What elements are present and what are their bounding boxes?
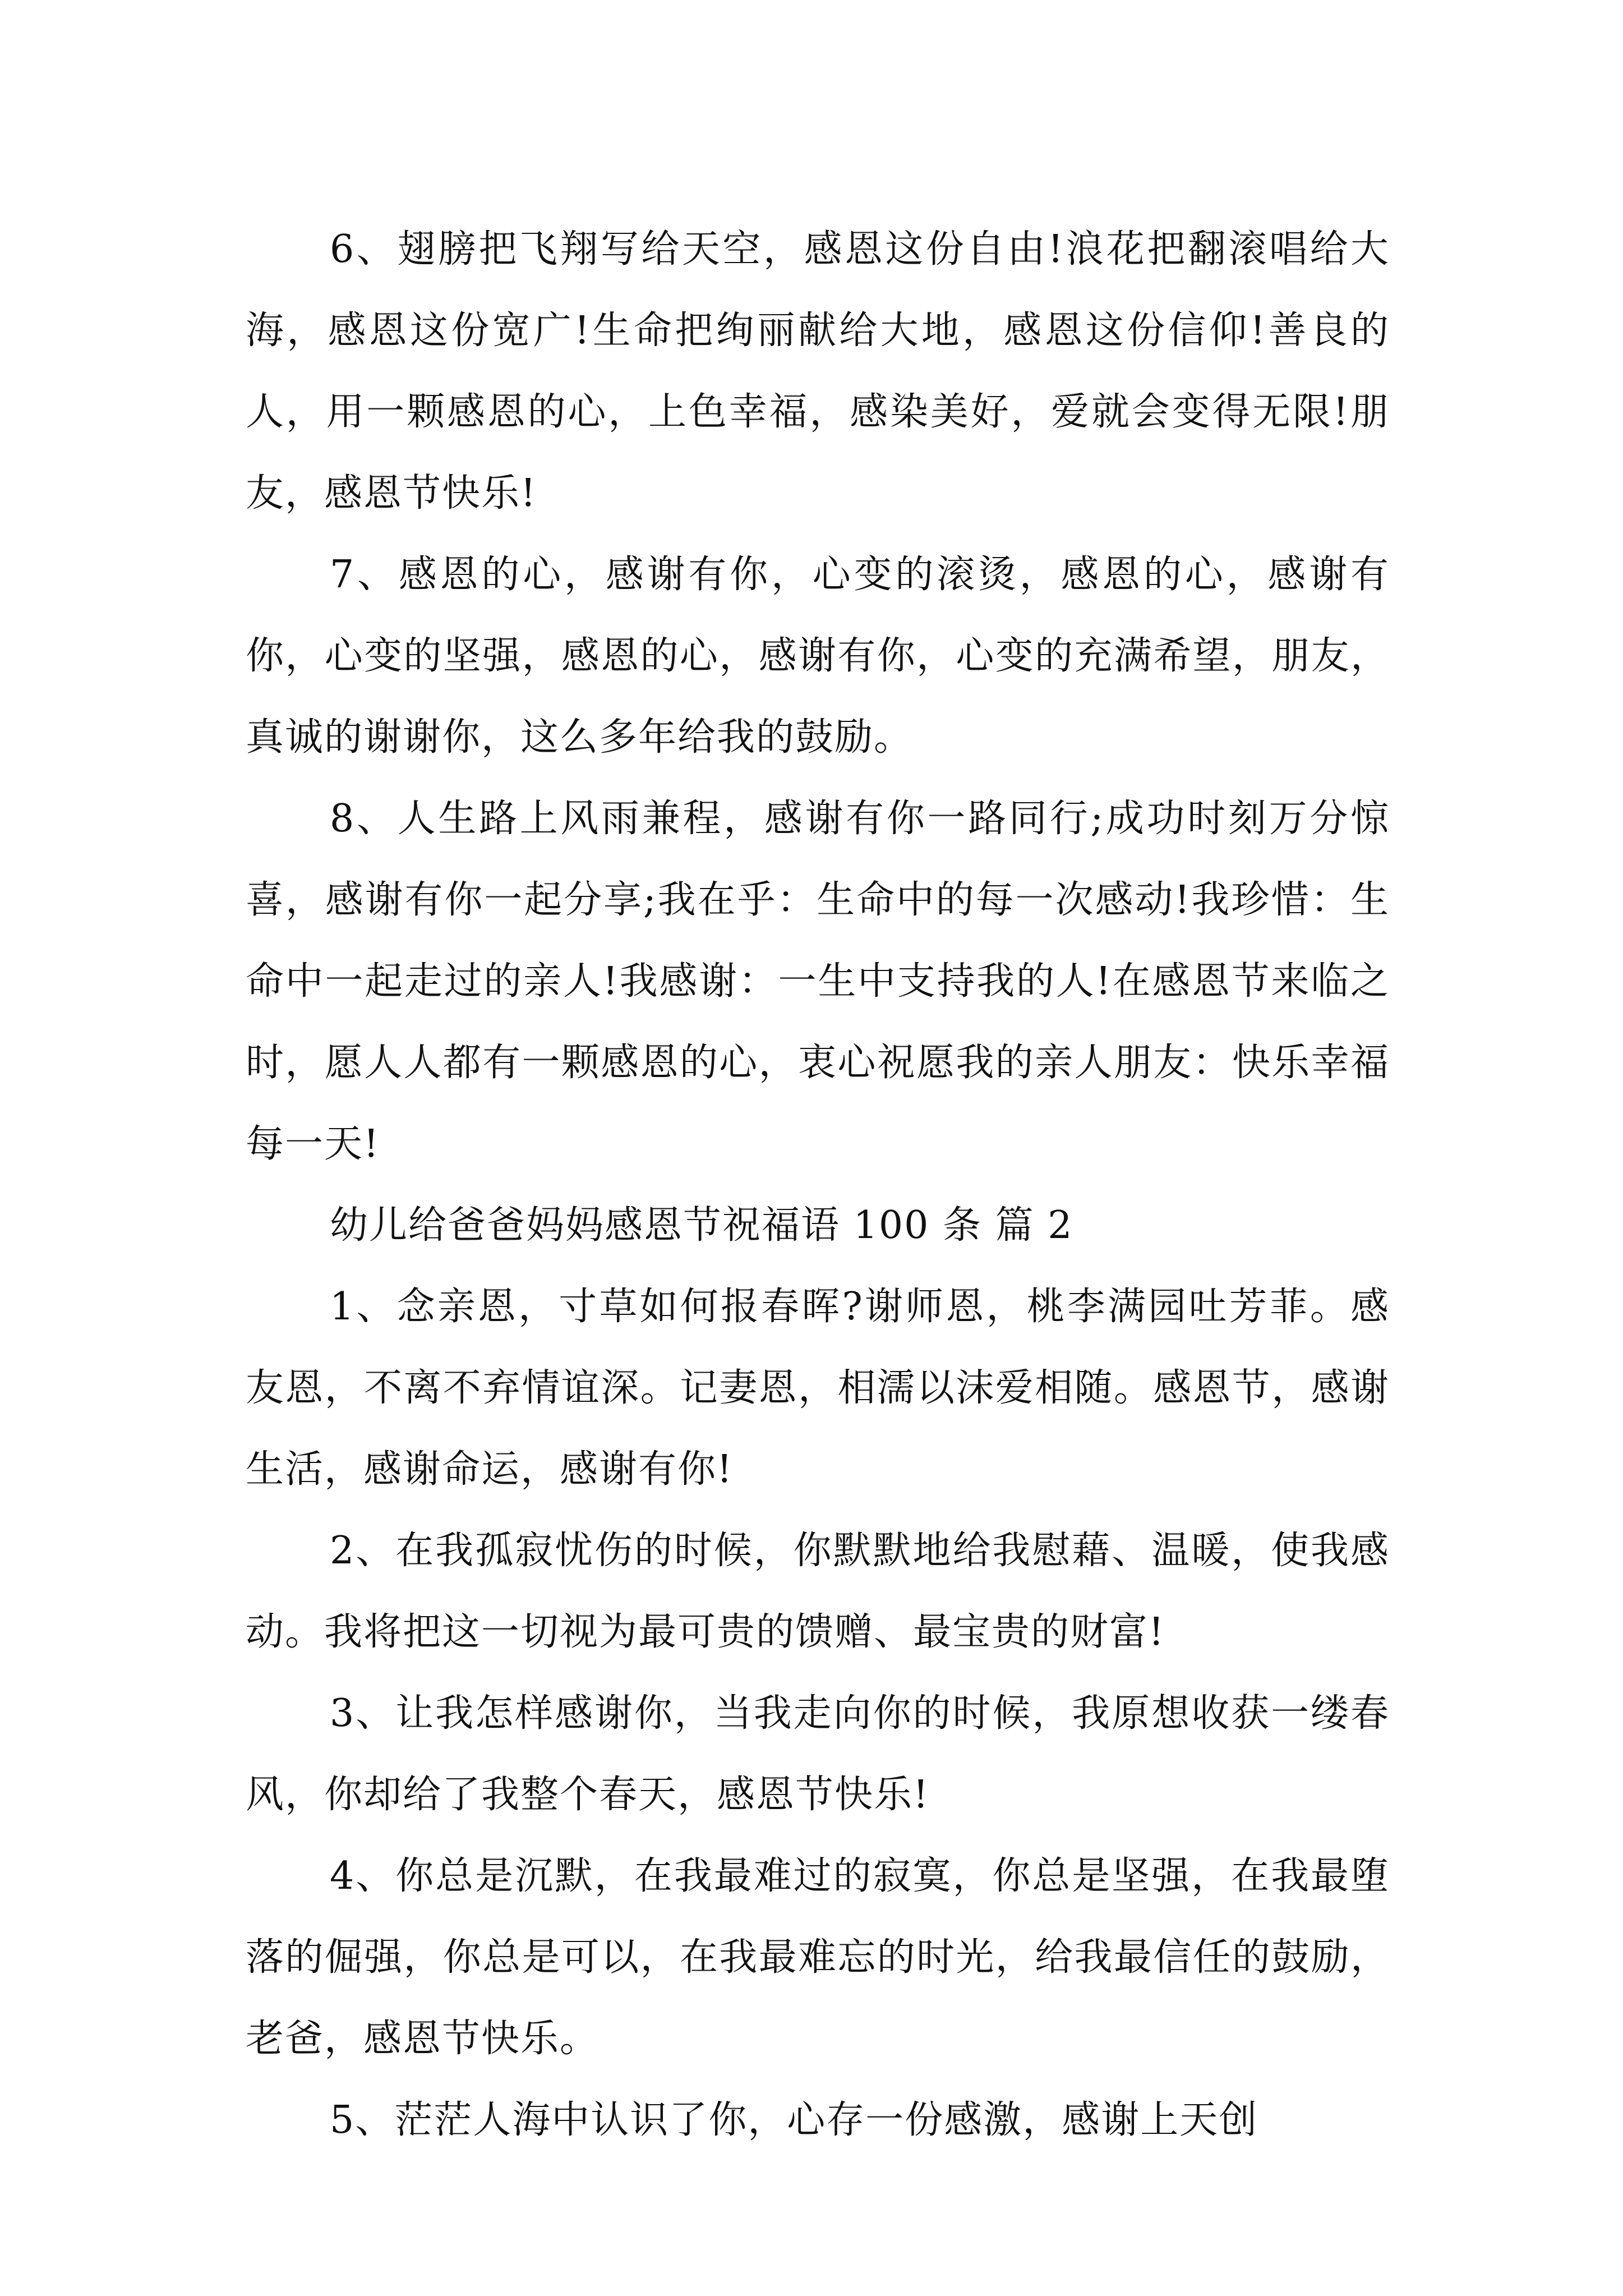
paragraph-3: 3、让我怎样感谢你，当我走向你的时候，我原想收获一缕春风，你却给了我整个春天，感恩节快乐! bbox=[246, 1691, 1390, 1817]
section-heading: 幼儿给爸爸妈妈感恩节祝福语 100 条 篇 2 bbox=[330, 1203, 1073, 1248]
paragraph-4: 4、你总是沉默，在我最难过的寂寞，你总是坚强，在我最堕落的倔强，你总是可以，在我最难忘的时光，给我最信任的鼓励，老爸，感恩节快乐。 bbox=[246, 1854, 1390, 2061]
paragraph-7: 7、感恩的心，感谢有你，心变的滚烫，感恩的心，感谢有你，心变的坚强，感恩的心，感谢有你，心变的充满希望，朋友，真诚的谢谢你，这么多年给我的鼓励。 bbox=[246, 553, 1390, 760]
paragraph-8: 8、人生路上风雨兼程，感谢有你一路同行;成功时刻万分惊喜，感谢有你一起分享;我在乎：生命中的每一次感动!我珍惜：生命中一起走过的亲人!我感谢：一生中支持我的人!在感恩节来临之时，愿人人都有一颗感恩的心，衷心祝愿我的亲人朋友：快乐幸福每一天! bbox=[246, 797, 1390, 1166]
paragraph-2: 2、在我孤寂忧伤的时候，你默默地给我慰藉、温暖，使我感动。我将把这一切视为最可贵的馈赠、最宝贵的财富! bbox=[246, 1529, 1390, 1654]
paragraph-1: 1、念亲恩，寸草如何报春晖?谢师恩，桃李满园吐芳菲。感友恩，不离不弃情谊深。记妻恩，相濡以沫爱相随。感恩节，感谢生活，感谢命运，感谢有你! bbox=[246, 1285, 1390, 1492]
document-body bbox=[246, 209, 1390, 2161]
paragraph-5: 5、茫茫人海中认识了你，心存一份感激，感谢上天创 bbox=[330, 2098, 1258, 2142]
paragraph-6: 6、翅膀把飞翔写给天空，感恩这份自由!浪花把翻滚唱给大海，感恩这份宽广!生命把绚丽献给大地，感恩这份信仰!善良的人，用一颗感恩的心，上色幸福，感染美好，爱就会变得无限!朋友，感恩节快乐! bbox=[246, 227, 1390, 516]
